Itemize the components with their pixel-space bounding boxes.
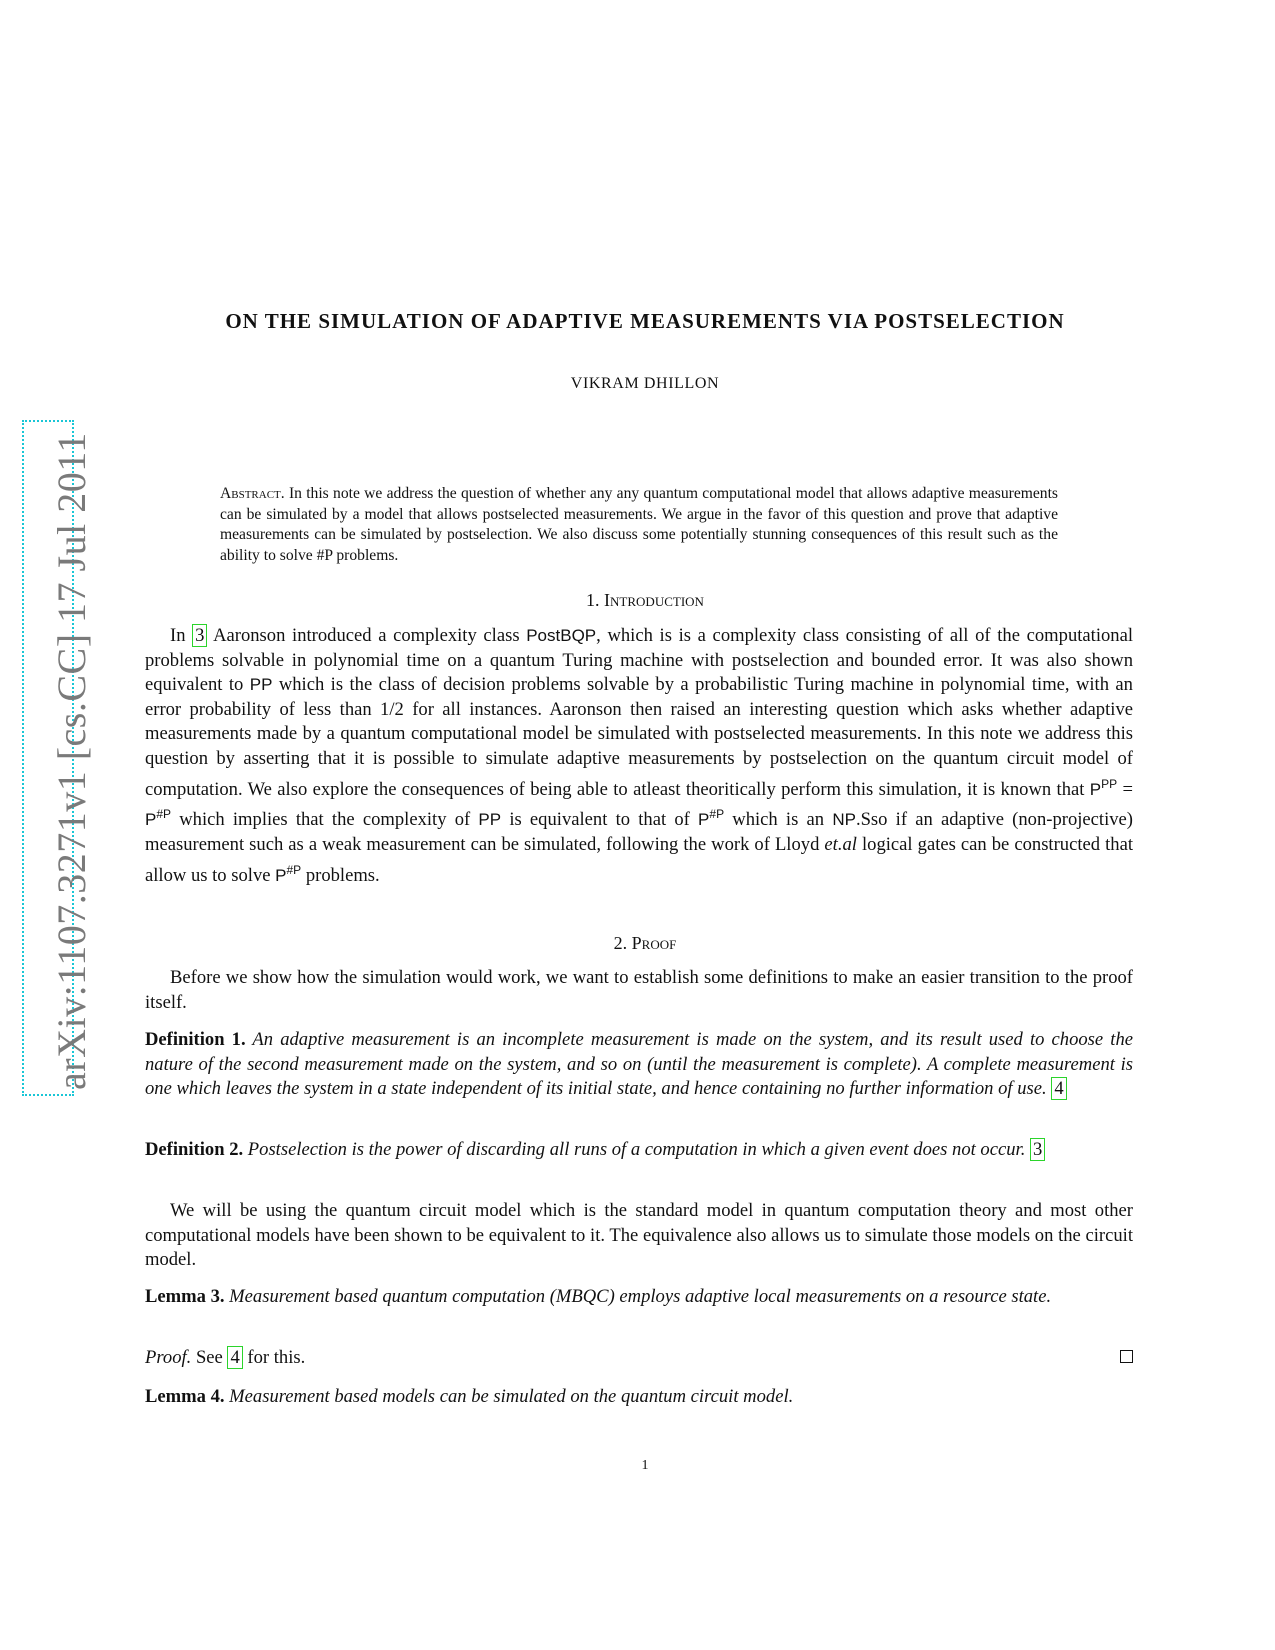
section-name: Introduction [604, 590, 704, 610]
author-name: VIKRAM DHILLON [570, 375, 720, 392]
class-p: P [275, 865, 287, 885]
lemma-3 [145, 1285, 1133, 1310]
section-heading-introduction [145, 590, 1145, 611]
superscript: #P [286, 862, 302, 877]
class-np: NP [832, 810, 856, 830]
lemma-text: Measurement based quantum computation (MBQC) employs adaptive local measurements on a resource state. [224, 1286, 1052, 1307]
section-name: Proof [631, 933, 677, 953]
superscript: PP [1101, 776, 1118, 791]
section-number: 1. [586, 590, 605, 610]
et-al: et.al [824, 834, 857, 856]
lemma-text: Measurement based models can be simulated on the quantum circuit model. [224, 1386, 794, 1407]
section-number: 2. [613, 933, 632, 953]
definition-1 [145, 1028, 1133, 1102]
abstract [220, 484, 1058, 566]
class-p: P [145, 810, 157, 830]
citation-link[interactable]: 4 [227, 1346, 242, 1369]
proof-line: Proof. See 4 for this. [145, 1346, 1133, 1371]
class-pp: PP [478, 810, 502, 830]
citation-link[interactable]: 3 [192, 624, 207, 647]
arxiv-identifier[interactable]: arXiv:1107.3271v1 [cs.CC] 17 Jul 2011 [49, 432, 94, 1090]
lemma-label: Lemma 4. [145, 1386, 225, 1407]
page-number: 1 [641, 1458, 649, 1473]
circuit-model-paragraph: We will be using the quantum circuit model which is the standard model in quantum computation theory and most other computational models have been shown to be equivalent to it. The equivalence also allows us to simulate those models on the circuit model. [145, 1200, 1133, 1271]
definition-label: Definition 1. [145, 1029, 246, 1050]
proof-label: Proof. [145, 1347, 192, 1368]
lemma-label: Lemma 3. [145, 1286, 225, 1307]
qed-square-icon [1120, 1350, 1133, 1363]
class-pp: PP [249, 675, 273, 695]
paper-title: ON THE SIMULATION OF ADAPTIVE MEASUREMENTS VIA POSTSELECTION [225, 309, 1065, 333]
introduction-paragraph: In 3 Aaronson introduced a complexity class PostBQP, which is is a complexity class consisting of all of the computational problems solvable in polynomial time on a quantum Turing machine with postselection and bounded error. It was also shown equivalent to PP which is the class of decision problems solvable by a probabilistic Turing machine in polynomial time, with an error probability of less than 1/2 for all instances. Aaronson then raised an interesting question which asks whether adaptive measurements made by a quantum computational model be simulated with postselected measurements. In this note we address this question by asserting that it is possible to simulate adaptive measurements by postselection on the quantum circuit model of computation. We also explore the consequences of being able to atleast theoritically perform this simulation, it is known that $P^{PP} = P^{\#P}$ which implies that the complexity of PP is equivalent to that of $P^{\#P}$ which is an NP.Sso if an adaptive (non-projective) measurement such as a weak measurement can be simulated, following the work of Lloyd et.al logical gates can be constructed that allow us to solve $P^{\#P}$ problems. [145, 625, 1134, 886]
definition-text: Postselection is the power of discarding all runs of a computation in which a given event does not occur. [243, 1139, 1031, 1160]
definition-label: Definition 2. [145, 1139, 244, 1160]
definition-2 [145, 1138, 1133, 1163]
superscript: #P [709, 807, 725, 822]
citation-link[interactable]: 4 [1051, 1077, 1066, 1100]
definition-text: An adaptive measurement is an incomplete measurement is made on the system, and its result used to choose the nature of the second measurement made on the system, and so on (until the measurement is complete). A complete measurement is one which leaves the system in a state independent of its initial state, and hence containing no further information of use. [145, 1029, 1134, 1100]
lemma-4 [145, 1385, 1133, 1410]
abstract-label: Abstract. [220, 485, 285, 502]
proof-intro-paragraph: Before we show how the simulation would work, we want to establish some definitions to make an easier transition to the proof itself. [145, 967, 1133, 1013]
citation-link[interactable]: 3 [1030, 1138, 1045, 1161]
superscript: #P [156, 807, 172, 822]
section-heading-proof [145, 933, 1145, 954]
class-p: P [1089, 779, 1102, 799]
class-p: P [698, 810, 710, 830]
abstract-text: In this note we address the question of whether any any quantum computational model that allows adaptive measurements can be simulated by a model that allows postselected measurements. We argue in the favor of this question and prove that adaptive measurements can be simulated by postselection. We also discuss some potentially stunning consequences of this result such as the ability to solve #P problems. [220, 485, 1058, 564]
class-postbqp: PostBQP [526, 626, 597, 645]
